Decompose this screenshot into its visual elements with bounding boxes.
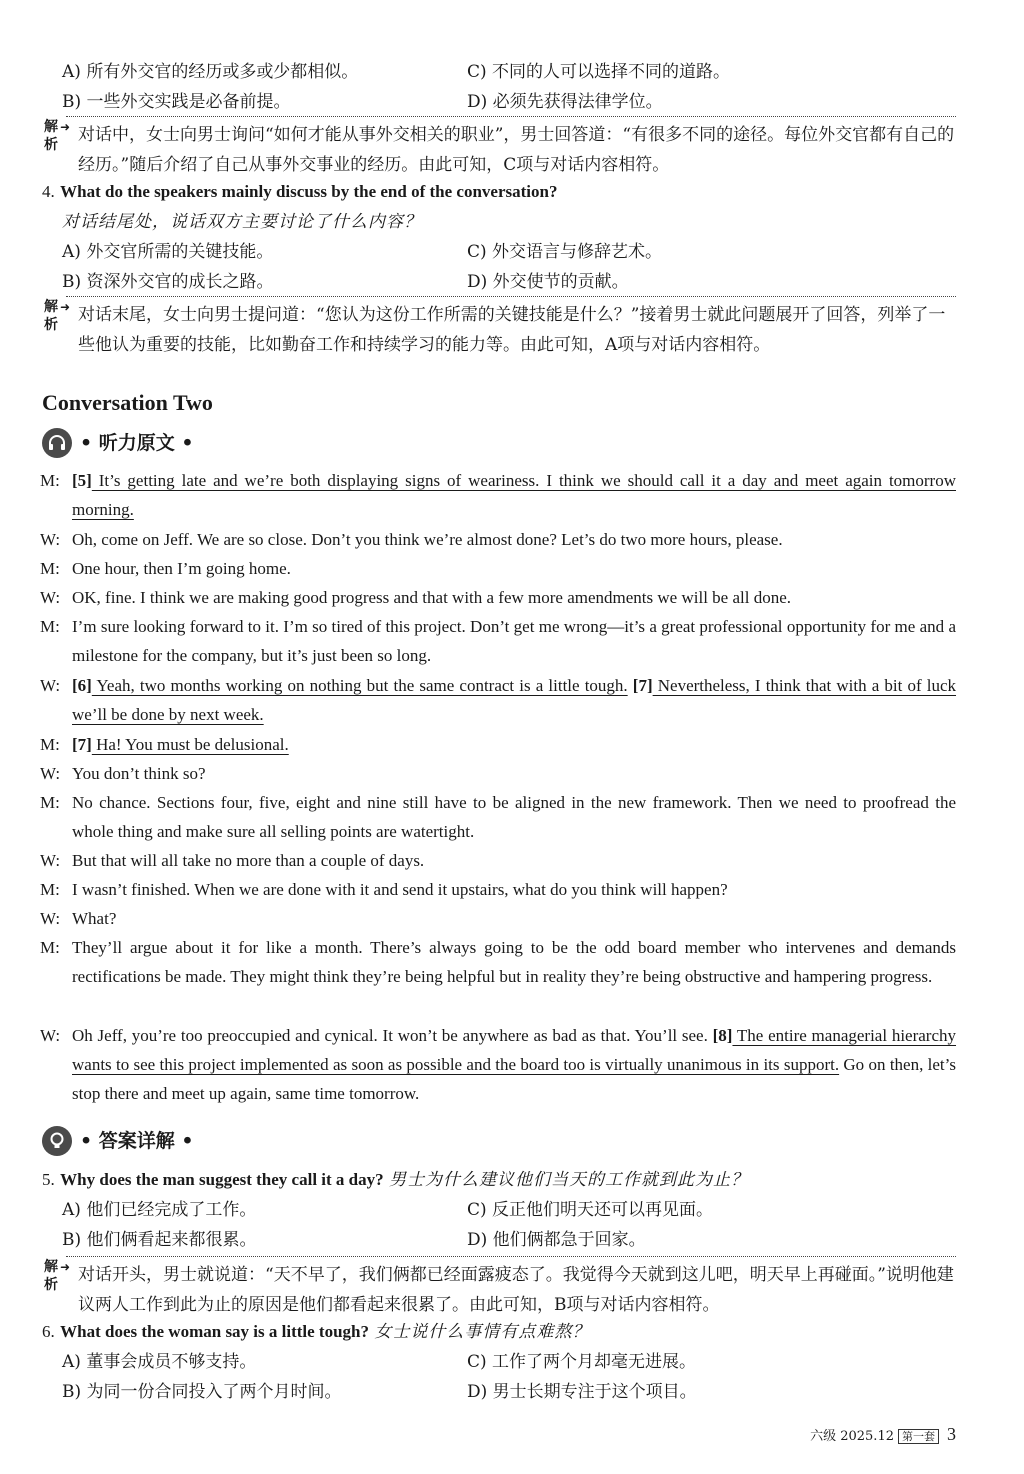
speaker-label: M:: [40, 617, 60, 636]
dotted-divider: [66, 296, 956, 297]
analysis-tag: 解析: [44, 1259, 58, 1293]
q6-option-b: B) 为同一份合同投入了两个月时间。: [62, 1382, 342, 1402]
q3-option-c: C) 不同的人可以选择不同的道路。: [467, 62, 731, 82]
q5-option-a: A) 他们已经完成了工作。: [62, 1200, 257, 1220]
speaker-label: M:: [40, 793, 60, 812]
key-sentence: The entire managerial hierarchy wants to see this project implemented as soon as possible and the board too is virtually unanimous in its support.: [72, 1026, 957, 1074]
speaker-label: W:: [40, 851, 61, 870]
q4-analysis-text: 对话末尾，女士向男士提问道：“您认为这份工作所需的关键技能是什么？”接着男士就此问题展开了回答，列举了一些他认为重要的技能，比如勤奋工作和持续学习的能力等。由此可知，A项与对话内容相符。: [78, 305, 946, 355]
q4-question-en: What do the speakers mainly discuss by the end of the conversation?: [60, 182, 558, 201]
text-run: They’ll argue about it for like a month. There’s always going to be the odd board member who intervenes and demands rectifications be made. They might think they’re being helpful but in reality they’re being obstructive and hampering progress.: [72, 938, 956, 986]
q6-number: 6.: [42, 1322, 55, 1341]
speaker-label: W:: [40, 764, 61, 783]
transcript-text: [72, 583, 956, 612]
q5-option-d: D) 他们俩都急于回家。: [467, 1230, 646, 1250]
speaker-label: W:: [40, 1026, 61, 1045]
transcript-text: [72, 730, 956, 759]
transcript-line: [40, 730, 956, 759]
q3-option-a: A) 所有外交官的经历或多或少都相似。: [62, 62, 359, 82]
q6-question: [42, 1318, 590, 1346]
arrow-icon: ➜: [60, 300, 71, 314]
q5-option-c: C) 反正他们明天还可以再见面。: [467, 1200, 714, 1220]
section-title: Conversation Two: [42, 390, 213, 415]
transcript-line: [40, 1021, 956, 1109]
question-marker: [8]: [712, 1026, 733, 1045]
analysis-tag: 解析: [44, 119, 58, 153]
speaker-label: W:: [40, 588, 61, 607]
transcript-text: [72, 525, 956, 554]
dotted-divider: [66, 1256, 956, 1257]
transcript-line: [40, 875, 956, 904]
q6-question-cn: 女士说什么事情有点难熬？: [374, 1322, 591, 1342]
speaker-label: M:: [40, 880, 60, 899]
question-marker: [5]: [72, 471, 92, 490]
q4-option-a: A) 外交官所需的关键技能。: [62, 242, 274, 262]
q6-option-c: C) 工作了两个月却毫无进展。: [467, 1352, 697, 1372]
footer-set-badge: 第一套: [898, 1429, 939, 1444]
q4-option-b: B) 资深外交官的成长之路。: [62, 272, 274, 292]
q5-number: 5.: [42, 1170, 55, 1189]
speaker-label: M:: [40, 471, 60, 490]
q3-option-d: D) 必须先获得法律学位。: [467, 92, 663, 112]
transcript-line: [40, 612, 956, 670]
q4-option-d: D) 外交使节的贡献。: [467, 272, 629, 292]
speaker-label: M:: [40, 559, 60, 578]
q3-option-b: B) 一些外交实践是必备前提。: [62, 92, 291, 112]
q3-analysis-text: 对话中，女士向男士询问“如何才能从事外交相关的职业”，男士回答道：“有很多不同的途径。每位外交官都有自己的经历。”随后介绍了自己从事外交事业的经历。由此可知，C项与对话内容相符。: [78, 125, 955, 175]
page-footer: [810, 1424, 956, 1445]
key-sentence: Ha! You must be delusional.: [91, 735, 289, 754]
lightbulb-icon: [42, 1126, 72, 1156]
text-run: I’m sure looking forward to it. I’m so tired of this project. Don’t get me wrong—it’s a great professional opportunity for me and a milestone for the company, but it’s just been so long.: [72, 617, 956, 665]
text-run: Oh, come on Jeff. We are so close. Don’t you think we’re almost done? Let’s do two more hours, please.: [72, 530, 783, 549]
transcript-line: [40, 525, 956, 554]
q5-question-cn: 男士为什么建议他们当天的工作就到此为止？: [389, 1170, 750, 1190]
transcript-heading: • 听力原文 •: [80, 432, 194, 454]
question-marker: [7]: [72, 735, 92, 754]
q5-question: [42, 1166, 749, 1194]
q4-analysis: [42, 296, 956, 360]
transcript-text: [72, 933, 956, 991]
transcript-text: [72, 671, 956, 729]
transcript-line: [40, 904, 956, 933]
q6-question-en: What does the woman say is a little tough?: [60, 1322, 370, 1341]
text-run: I wasn’t finished. When we are done with it and send it upstairs, what do you think will happen?: [72, 880, 728, 899]
transcript-line: [40, 583, 956, 612]
q5-question-en: Why does the man suggest they call it a day?: [60, 1170, 384, 1189]
q6-option-d: D) 男士长期专注于这个项目。: [467, 1382, 697, 1402]
transcript-line: [40, 933, 956, 1021]
footer-series: 六级 2025.12: [810, 1429, 894, 1444]
speaker-label: M:: [40, 938, 60, 957]
transcript-text: [72, 554, 956, 583]
text-run: Go on then, let’s stop there and meet up again, same time tomorrow.: [72, 1055, 956, 1103]
transcript-line: [40, 846, 956, 875]
q6-option-a: A) 董事会成员不够支持。: [62, 1352, 257, 1372]
transcript-line: [40, 759, 956, 788]
transcript-text: [72, 466, 956, 524]
q4-question: [42, 178, 557, 206]
speaker-label: W:: [40, 676, 61, 695]
q4-number: 4.: [42, 182, 55, 201]
text-run: No chance. Sections four, five, eight and nine still have to be aligned in the new framework. Then we need to proofread the whole thing and make sure all selling points are watertight.: [72, 793, 956, 841]
page-number: 3: [947, 1424, 956, 1444]
transcript-line: [40, 788, 956, 846]
transcript-line: [40, 671, 956, 729]
key-sentence: Yeah, two months working on nothing but the same contract is a little tough.: [91, 676, 628, 695]
text-run: But that will all take no more than a couple of days.: [72, 851, 425, 870]
q5-option-b: B) 他们俩看起来都很累。: [62, 1230, 257, 1250]
q3-analysis: [42, 116, 956, 180]
q4-question-cn: 对话结尾处，说话双方主要讨论了什么内容？: [62, 212, 422, 232]
arrow-icon: ➜: [60, 1260, 71, 1274]
q4-option-c: C) 外交语言与修辞艺术。: [467, 242, 663, 262]
text-run: One hour, then I’m going home.: [72, 559, 291, 578]
text-run: You don’t think so?: [72, 764, 206, 783]
q5-analysis: [42, 1256, 956, 1320]
question-marker: [6]: [72, 676, 92, 695]
analysis-tag: 解析: [44, 299, 58, 333]
speaker-label: M:: [40, 735, 60, 754]
question-marker: [7]: [632, 676, 653, 695]
transcript-line: [40, 554, 956, 583]
transcript-text: [72, 612, 956, 670]
answers-heading: • 答案详解 •: [80, 1130, 194, 1152]
transcript-text: [72, 875, 956, 904]
text-run: What?: [72, 909, 117, 928]
arrow-icon: ➜: [60, 120, 71, 134]
dotted-divider: [66, 116, 956, 117]
transcript-text: [72, 846, 956, 875]
text-run: Oh Jeff, you’re too preoccupied and cynical. It won’t be anywhere as bad as that. You’ll see.: [72, 1026, 713, 1045]
text-run: OK, fine. I think we are making good progress and that with a few more amendments we will be all done.: [72, 588, 791, 607]
q5-analysis-text: 对话开头，男士就说道：“天不早了，我们俩都已经面露疲态了。我觉得今天就到这儿吧，明天早上再碰面。”说明他建议两人工作到此为止的原因是他们都看起来很累了。由此可知，B项与对话内容相符。: [78, 1265, 954, 1315]
transcript-text: [72, 1021, 956, 1108]
speaker-label: W:: [40, 909, 61, 928]
transcript-text: [72, 759, 956, 788]
transcript-text: [72, 788, 956, 846]
transcript-line: [40, 466, 956, 524]
key-sentence: Nevertheless, I think that with a bit of luck we’ll be done by next week.: [72, 676, 957, 724]
speaker-label: W:: [40, 530, 61, 549]
key-sentence: It’s getting late and we’re both displaying signs of weariness. I think we should call it a day and meet again tomorrow morning.: [72, 471, 956, 519]
headphones-icon: [42, 428, 72, 458]
transcript-text: [72, 904, 956, 933]
